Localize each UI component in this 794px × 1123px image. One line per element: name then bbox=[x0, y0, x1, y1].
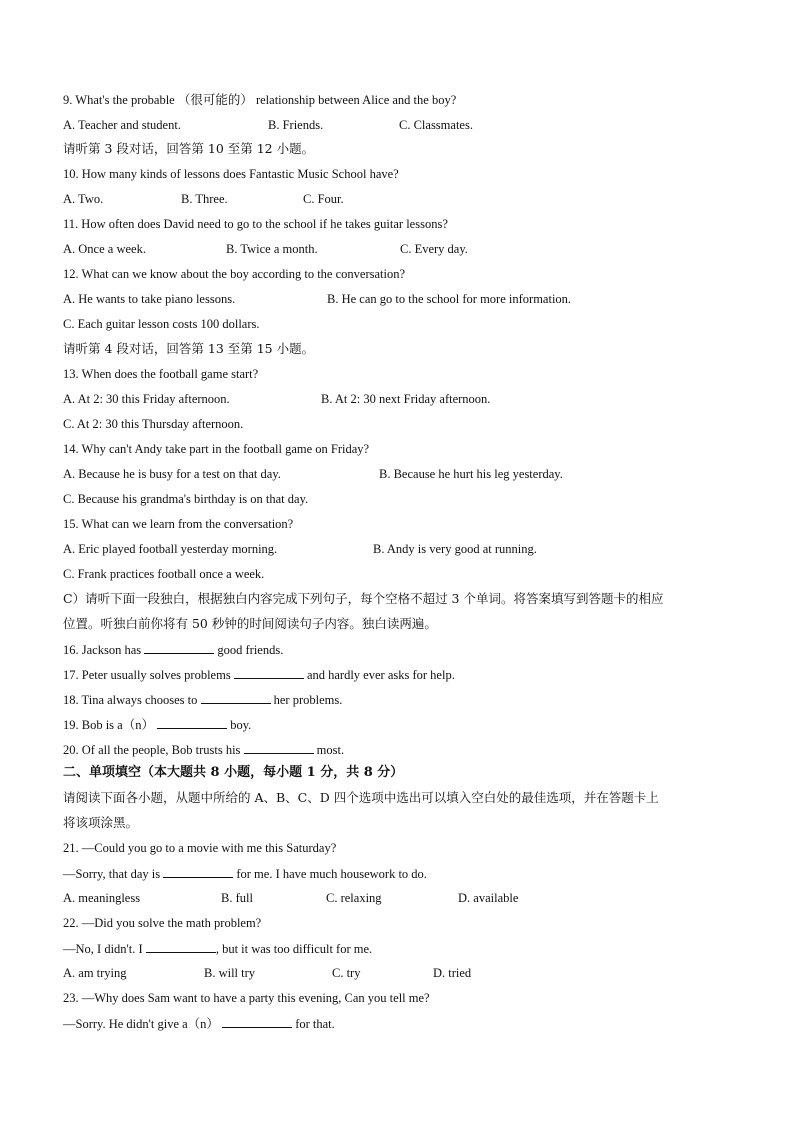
option-b: B. He can go to the school for more information. bbox=[327, 292, 572, 306]
option-b: B. Because he hurt his leg yesterday. bbox=[379, 467, 563, 481]
section-4-instruction: 请听第 4 段对话，回答第 13 至第 15 小题。 bbox=[63, 341, 315, 356]
question-22-response: —No, I didn't. I , but it was too difficult for me. bbox=[63, 942, 373, 956]
question-17: 17. Peter usually solves problems and hardly ever asks for help. bbox=[63, 668, 455, 682]
option-b: B. Twice a month. bbox=[226, 242, 318, 256]
question-14: 14. Why can't Andy take part in the football game on Friday? bbox=[63, 442, 370, 456]
option-a: A. Teacher and student. bbox=[63, 118, 181, 132]
question-9-options bbox=[63, 117, 743, 133]
question-13: 13. When does the football game start? bbox=[63, 367, 259, 381]
question-18: 18. Tina always chooses to her problems. bbox=[63, 693, 343, 707]
option-a: A. He wants to take piano lessons. bbox=[63, 292, 236, 306]
option-a: A. Because he is busy for a test on that day. bbox=[63, 467, 281, 481]
option-b: B. full bbox=[221, 891, 253, 905]
question-15-options-row1 bbox=[63, 541, 743, 557]
option-a: A. meaningless bbox=[63, 891, 141, 905]
question-19: 19. Bob is a（n） boy. bbox=[63, 718, 252, 732]
question-10: 10. How many kinds of lessons does Fantastic Music School have? bbox=[63, 167, 399, 181]
question-16: 16. Jackson has good friends. bbox=[63, 643, 284, 657]
question-11: 11. How often does David need to go to the school if he takes guitar lessons? bbox=[63, 217, 448, 231]
option-a: A. Once a week. bbox=[63, 242, 146, 256]
answer-blank[interactable] bbox=[144, 641, 214, 654]
answer-blank[interactable] bbox=[163, 865, 233, 878]
option-a: A. am trying bbox=[63, 966, 127, 980]
question-14-options-row1 bbox=[63, 466, 743, 482]
question-12-options-row1 bbox=[63, 291, 743, 307]
question-23: 23. —Why does Sam want to have a party this evening, Can you tell me? bbox=[63, 991, 430, 1005]
option-c: C. try bbox=[332, 966, 361, 980]
option-c: C. Each guitar lesson costs 100 dollars. bbox=[63, 317, 260, 331]
question-21-response: —Sorry, that day is for me. I have much housework to do. bbox=[63, 867, 427, 881]
answer-blank[interactable] bbox=[157, 716, 227, 729]
question-13-options-row1 bbox=[63, 391, 743, 407]
option-c: C. Every day. bbox=[400, 242, 468, 256]
question-20: 20. Of all the people, Bob trusts his most. bbox=[63, 743, 345, 757]
question-9: 9. What's the probable （很可能的） relationship between Alice and the boy? bbox=[63, 93, 457, 107]
question-22-options bbox=[63, 965, 743, 981]
option-b: B. Andy is very good at running. bbox=[373, 542, 537, 556]
option-c: C. Classmates. bbox=[399, 118, 473, 132]
question-10-options bbox=[63, 191, 743, 207]
question-11-options bbox=[63, 241, 743, 257]
answer-blank[interactable] bbox=[244, 741, 314, 754]
question-12: 12. What can we know about the boy according to the conversation? bbox=[63, 267, 406, 281]
option-b: B. Three. bbox=[181, 192, 228, 206]
section-2-instruction-line1: 请阅读下面各小题，从题中所给的 A、B、C、D 四个选项中选出可以填入空白处的最佳选项，并在答题卡上 bbox=[63, 790, 659, 805]
answer-blank[interactable] bbox=[234, 666, 304, 679]
option-c: C. Because his grandma's birthday is on that day. bbox=[63, 492, 309, 506]
section-2-instruction-line2: 将该项涂黑。 bbox=[63, 815, 139, 830]
option-c: C. At 2: 30 this Thursday afternoon. bbox=[63, 417, 244, 431]
option-b: B. Friends. bbox=[268, 118, 324, 132]
option-c: C. relaxing bbox=[326, 891, 382, 905]
question-22: 22. —Did you solve the math problem? bbox=[63, 916, 262, 930]
question-15: 15. What can we learn from the conversation? bbox=[63, 517, 294, 531]
option-b: B. will try bbox=[204, 966, 256, 980]
option-c: C. Frank practices football once a week. bbox=[63, 567, 265, 581]
question-23-response: —Sorry. He didn't give a（n） for that. bbox=[63, 1017, 335, 1031]
option-d: D. available bbox=[458, 891, 519, 905]
part-c-instruction-line2: 位置。听独白前你将有 50 秒钟的时间阅读句子内容。独白读两遍。 bbox=[63, 616, 437, 631]
answer-blank[interactable] bbox=[146, 940, 216, 953]
option-a: A. Eric played football yesterday morning. bbox=[63, 542, 278, 556]
part-c-instruction-line1: C）请听下面一段独白，根据独白内容完成下列句子，每个空格不超过 3 个单词。将答案填写到答题卡的相应 bbox=[63, 591, 664, 606]
answer-blank[interactable] bbox=[222, 1015, 292, 1028]
option-a: A. Two. bbox=[63, 192, 104, 206]
section-3-instruction: 请听第 3 段对话，回答第 10 至第 12 小题。 bbox=[63, 141, 315, 156]
section-2-title: 二、单项填空（本大题共 8 小题，每小题 1 分，共 8 分） bbox=[63, 765, 404, 780]
option-b: B. At 2: 30 next Friday afternoon. bbox=[321, 392, 491, 406]
question-21-options bbox=[63, 890, 743, 906]
answer-blank[interactable] bbox=[201, 691, 271, 704]
option-d: D. tried bbox=[433, 966, 472, 980]
question-21: 21. —Could you go to a movie with me this Saturday? bbox=[63, 841, 337, 855]
option-a: A. At 2: 30 this Friday afternoon. bbox=[63, 392, 230, 406]
option-c: C. Four. bbox=[303, 192, 344, 206]
